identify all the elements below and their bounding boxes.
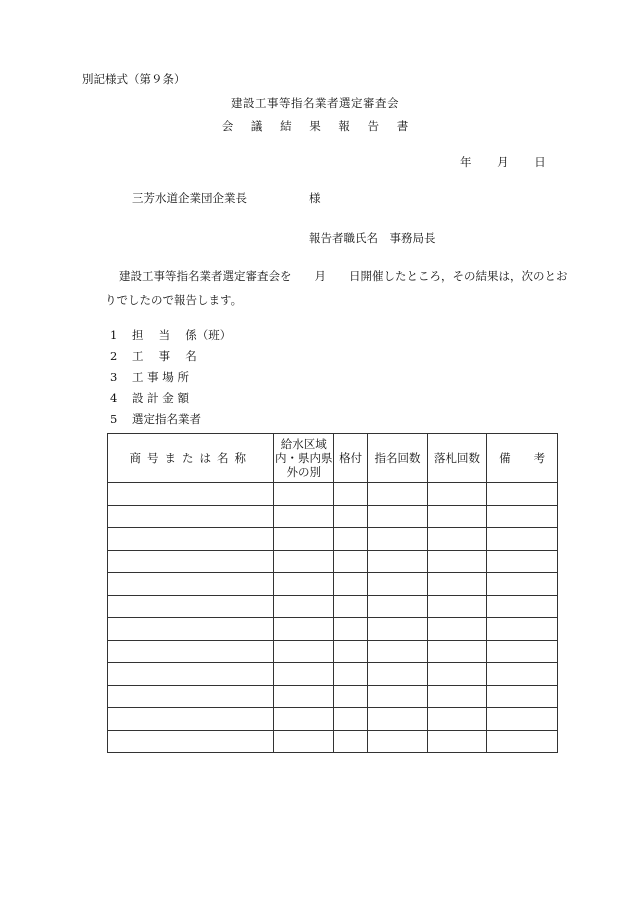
- table-cell: [427, 640, 487, 663]
- table-cell: [368, 573, 428, 596]
- table-cell: [487, 573, 558, 596]
- item-label: 担 当 係（班）: [132, 328, 232, 342]
- table-cell: [368, 528, 428, 551]
- item-work-location: [110, 369, 189, 385]
- table-row: [108, 573, 558, 596]
- header-company-name: 商号または名称: [108, 434, 274, 483]
- table-cell: [487, 663, 558, 686]
- table-row: [108, 550, 558, 573]
- item-label: 工 事 場 所: [132, 370, 189, 384]
- table-row: [108, 618, 558, 641]
- item-label: 設 計 金 額: [132, 391, 189, 405]
- contractor-table: [107, 433, 558, 753]
- table-cell: [108, 640, 274, 663]
- body-text: 建設工事等指名業者選定審査会を 月 日開催したところ，その結果は，次のとおりでしたので報告します。: [105, 269, 568, 307]
- table-cell: [487, 618, 558, 641]
- table-cell: [487, 483, 558, 506]
- table-cell: [108, 483, 274, 506]
- table-cell: [368, 685, 428, 708]
- table-cell: [368, 595, 428, 618]
- table-cell: [333, 595, 367, 618]
- header-nomination-count: 指名回数: [368, 434, 428, 483]
- item-work-name: [110, 348, 197, 364]
- table-row: [108, 505, 558, 528]
- table-cell: [333, 618, 367, 641]
- item-label: 工 事 名: [132, 349, 197, 363]
- table-cell: [274, 483, 334, 506]
- table-cell: [333, 640, 367, 663]
- table-cell: [108, 685, 274, 708]
- table-cell: [274, 708, 334, 731]
- table-cell: [333, 663, 367, 686]
- table-cell: [487, 685, 558, 708]
- table-row: [108, 730, 558, 753]
- table-cell: [487, 528, 558, 551]
- table-cell: [487, 595, 558, 618]
- table-cell: [274, 618, 334, 641]
- table-cell: [108, 730, 274, 753]
- item-section: [110, 327, 231, 343]
- table-row: [108, 663, 558, 686]
- table-cell: [274, 640, 334, 663]
- table-row: [108, 483, 558, 506]
- table-cell: [108, 595, 274, 618]
- table-cell: [108, 573, 274, 596]
- table-cell: [368, 640, 428, 663]
- table-row: [108, 708, 558, 731]
- table-row: [108, 685, 558, 708]
- table-cell: [108, 528, 274, 551]
- document-title: 建設工事等指名業者選定審査会: [231, 96, 399, 110]
- item-number: 1: [110, 328, 118, 342]
- table-cell: [333, 505, 367, 528]
- table-cell: [274, 663, 334, 686]
- table-cell: [333, 708, 367, 731]
- table-cell: [427, 595, 487, 618]
- table-cell: [487, 730, 558, 753]
- header-remarks: 備 考: [487, 434, 558, 483]
- table-cell: [274, 505, 334, 528]
- table-cell: [427, 708, 487, 731]
- table-cell: [427, 573, 487, 596]
- item-label: 選定指名業者: [132, 412, 201, 426]
- document-subtitle: 会 議 結 果 報 告 書: [221, 119, 409, 133]
- table-cell: [368, 483, 428, 506]
- table-cell: [274, 730, 334, 753]
- date-line: 年 月 日: [460, 155, 546, 169]
- item-number: 3: [110, 370, 118, 384]
- table-cell: [108, 708, 274, 731]
- table-cell: [368, 505, 428, 528]
- table-cell: [427, 505, 487, 528]
- table-cell: [427, 550, 487, 573]
- table-cell: [274, 550, 334, 573]
- table-cell: [333, 573, 367, 596]
- table-cell: [333, 528, 367, 551]
- table-cell: [427, 618, 487, 641]
- table-cell: [427, 730, 487, 753]
- header-rating: 格付: [333, 434, 367, 483]
- item-selected-contractors: [110, 411, 201, 427]
- table-row: [108, 595, 558, 618]
- recipient-name: 三芳水道企業団企業長: [132, 191, 247, 205]
- table-cell: [274, 528, 334, 551]
- table-cell: [487, 505, 558, 528]
- table-cell: [333, 685, 367, 708]
- table-cell: [427, 663, 487, 686]
- table-cell: [108, 550, 274, 573]
- table-row: [108, 640, 558, 663]
- table-cell: [427, 685, 487, 708]
- item-number: 5: [110, 412, 118, 426]
- header-award-count: 落札回数: [427, 434, 487, 483]
- table-cell: [333, 483, 367, 506]
- table-cell: [368, 663, 428, 686]
- header-area-category: 給水区域内・県内県外の別: [274, 434, 334, 483]
- table-cell: [368, 618, 428, 641]
- form-label: 別記様式（第９条）: [82, 72, 186, 86]
- table-header-row: [108, 434, 558, 483]
- table-cell: [108, 618, 274, 641]
- table-cell: [487, 640, 558, 663]
- table-cell: [427, 528, 487, 551]
- reporter-line: 報告者職氏名 事務局長: [309, 231, 436, 245]
- table-cell: [333, 730, 367, 753]
- table-cell: [274, 685, 334, 708]
- item-number: 4: [110, 391, 118, 405]
- recipient-honorific: 様: [309, 191, 321, 205]
- table-cell: [108, 663, 274, 686]
- table-cell: [487, 708, 558, 731]
- table-cell: [108, 505, 274, 528]
- item-number: 2: [110, 349, 118, 363]
- table-cell: [368, 708, 428, 731]
- table-cell: [333, 550, 367, 573]
- table-cell: [487, 550, 558, 573]
- table-cell: [368, 730, 428, 753]
- table-cell: [368, 550, 428, 573]
- table-cell: [274, 595, 334, 618]
- table-cell: [427, 483, 487, 506]
- table-row: [108, 528, 558, 551]
- item-design-amount: [110, 390, 189, 406]
- table-cell: [274, 573, 334, 596]
